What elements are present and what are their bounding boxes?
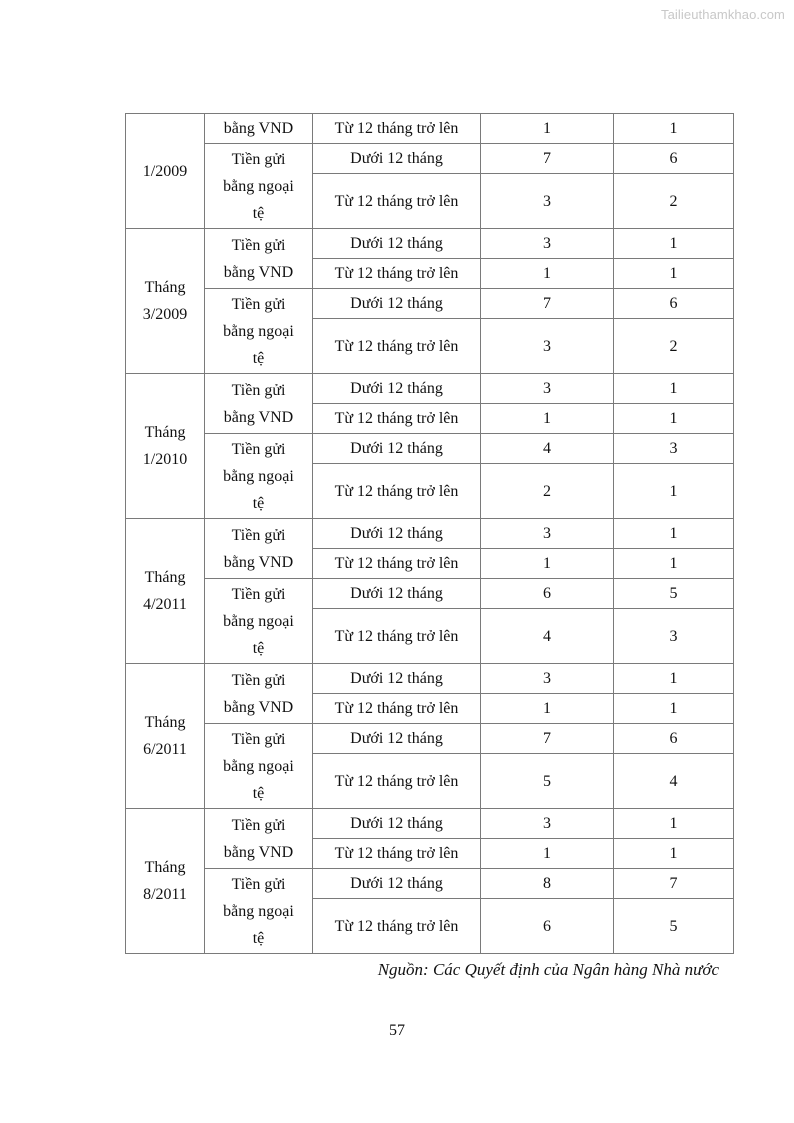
term-cell: Dưới 12 tháng [313,229,481,259]
value-cell: 1 [614,549,734,579]
month-line: 3/2009 [142,306,188,323]
table-row [126,114,734,144]
term-cell: Dưới 12 tháng [313,724,481,754]
table-row [126,579,734,609]
value-cell: 1 [614,404,734,434]
term-cell: Dưới 12 tháng [313,374,481,404]
table-row [126,229,734,259]
value-cell: 4 [481,609,614,664]
value-cell: 1 [481,404,614,434]
value-cell: 2 [614,319,734,374]
value-cell: 1 [614,374,734,404]
value-cell: 3 [614,609,734,664]
deposit-type-line: Tiền gửi [231,730,286,748]
deposit-type-cell [205,374,313,434]
term-cell: Từ 12 tháng trở lên [313,609,481,664]
value-cell: 7 [481,289,614,319]
value-cell: 2 [614,174,734,229]
value-cell: 6 [614,289,734,319]
deposit-type-line: bằng VND [223,408,294,426]
value-cell: 1 [481,259,614,289]
deposit-type-cell [205,114,313,144]
term-cell: Dưới 12 tháng [313,809,481,839]
deposit-type-line: bằng ngoại [223,177,294,195]
deposit-type-cell [205,579,313,664]
value-cell: 1 [614,464,734,519]
watermark: Tailieuthamkhao.com [660,7,785,22]
term-cell: Từ 12 tháng trở lên [313,319,481,374]
value-cell: 7 [614,869,734,899]
deposit-type-line: Tiền gửi [231,671,286,689]
deposit-type-line: bằng VND [223,553,294,571]
page-number: 57 [389,1022,405,1039]
deposit-type-line: tệ [252,929,265,947]
month-cell [126,809,205,954]
value-cell: 3 [481,809,614,839]
deposit-type-label: bằng VND [223,120,294,137]
table-row [126,869,734,899]
term-cell: Dưới 12 tháng [313,664,481,694]
deposit-type-line: tệ [252,494,265,512]
deposit-type-line: tệ [252,349,265,367]
value-cell: 3 [481,319,614,374]
deposit-type-line: tệ [252,639,265,657]
deposit-type-line: Tiền gửi [231,585,286,603]
value-cell: 8 [481,869,614,899]
deposit-type-cell [205,144,313,229]
value-cell: 5 [614,579,734,609]
deposit-type-line: bằng ngoại [223,322,294,340]
table-row [126,289,734,319]
term-cell: Từ 12 tháng trở lên [313,549,481,579]
table-row [126,144,734,174]
deposit-type-line: Tiền gửi [231,875,286,893]
value-cell: 1 [614,694,734,724]
month-line: Tháng [144,569,186,586]
month-line: 4/2011 [143,596,187,613]
deposit-type-line: bằng ngoại [223,902,294,920]
deposit-type-line: bằng ngoại [223,757,294,775]
term-cell: Từ 12 tháng trở lên [313,259,481,289]
deposit-type-line: Tiền gửi [231,236,286,254]
value-cell: 4 [481,434,614,464]
value-cell: 3 [614,434,734,464]
term-cell: Từ 12 tháng trở lên [313,174,481,229]
deposit-type-line: Tiền gửi [231,381,286,399]
term-cell: Từ 12 tháng trở lên [313,839,481,869]
table-row [126,809,734,839]
month-cell [126,374,205,519]
term-cell: Dưới 12 tháng [313,289,481,319]
deposit-type-line: bằng VND [223,263,294,281]
deposit-type-line: bằng VND [223,698,294,716]
deposit-type-line: bằng ngoại [223,467,294,485]
deposit-type-cell [205,434,313,519]
deposit-type-line: Tiền gửi [231,150,286,168]
deposit-type-cell [205,519,313,579]
deposit-type-cell [205,229,313,289]
deposit-type-line: Tiền gửi [231,526,286,544]
value-cell: 1 [481,549,614,579]
table-row [126,519,734,549]
table-row [126,434,734,464]
value-cell: 2 [481,464,614,519]
value-cell: 6 [614,144,734,174]
month-line: 6/2011 [143,741,187,758]
term-cell: Từ 12 tháng trở lên [313,114,481,144]
month-cell [126,229,205,374]
deposit-type-cell [205,664,313,724]
value-cell: 5 [481,754,614,809]
value-cell: 1 [614,664,734,694]
value-cell: 3 [481,174,614,229]
table-row [126,724,734,754]
value-cell: 5 [614,899,734,954]
term-cell: Dưới 12 tháng [313,144,481,174]
month-label: 1/2009 [142,162,188,180]
source-note: Nguồn: Các Quyết định của Ngân hàng Nhà nước [377,960,719,979]
value-cell: 4 [614,754,734,809]
deposit-type-line: tệ [252,204,265,222]
value-cell: 3 [481,229,614,259]
month-cell [126,664,205,809]
term-cell: Dưới 12 tháng [313,869,481,899]
month-line: 8/2011 [143,886,187,903]
term-cell: Từ 12 tháng trở lên [313,899,481,954]
deposit-type-cell [205,289,313,374]
month-line: Tháng [144,714,186,731]
value-cell: 7 [481,144,614,174]
term-cell: Dưới 12 tháng [313,519,481,549]
month-line: Tháng [144,424,186,441]
value-cell: 1 [481,839,614,869]
term-cell: Dưới 12 tháng [313,579,481,609]
value-cell: 3 [481,664,614,694]
value-cell: 7 [481,724,614,754]
deposit-type-cell [205,724,313,809]
deposit-type-line: tệ [252,784,265,802]
value-cell: 3 [481,519,614,549]
deposit-type-line: Tiền gửi [231,816,286,834]
value-cell: 6 [614,724,734,754]
month-line: 1/2010 [142,451,188,468]
value-cell: 1 [481,114,614,144]
value-cell: 1 [481,694,614,724]
value-cell: 1 [614,114,734,144]
value-cell: 1 [614,839,734,869]
month-cell [126,114,205,229]
value-cell: 1 [614,809,734,839]
value-cell: 1 [614,259,734,289]
table-row [126,664,734,694]
value-cell: 3 [481,374,614,404]
deposit-type-line: bằng VND [223,843,294,861]
term-cell: Từ 12 tháng trở lên [313,464,481,519]
term-cell: Từ 12 tháng trở lên [313,404,481,434]
deposit-rate-table [125,113,734,954]
deposit-type-line: bằng ngoại [223,612,294,630]
deposit-type-cell [205,809,313,869]
deposit-type-cell [205,869,313,954]
term-cell: Từ 12 tháng trở lên [313,754,481,809]
value-cell: 6 [481,579,614,609]
month-cell [126,519,205,664]
value-cell: 6 [481,899,614,954]
month-line: Tháng [144,279,186,296]
value-cell: 1 [614,519,734,549]
value-cell: 1 [614,229,734,259]
table-row [126,374,734,404]
deposit-type-line: Tiền gửi [231,440,286,458]
deposit-type-line: Tiền gửi [231,295,286,313]
term-cell: Dưới 12 tháng [313,434,481,464]
month-line: Tháng [144,859,186,876]
term-cell: Từ 12 tháng trở lên [313,694,481,724]
